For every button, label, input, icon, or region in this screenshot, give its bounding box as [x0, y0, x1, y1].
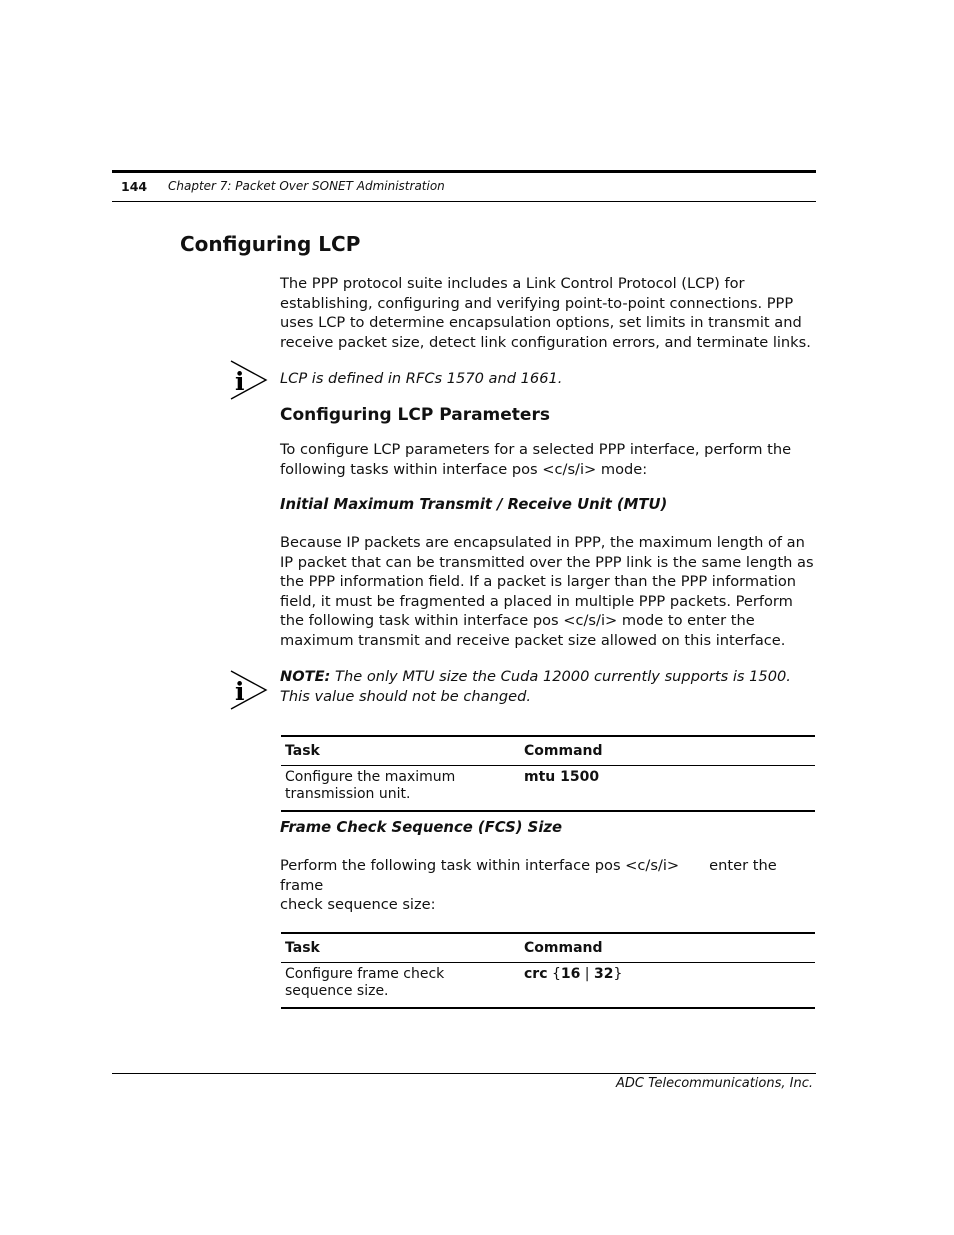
column-header-task: Task	[285, 743, 320, 759]
table-row	[281, 963, 815, 1009]
command-cell: mtu 1500	[524, 769, 600, 785]
info-icon	[230, 670, 268, 710]
cmd-option-16: 16	[560, 966, 581, 982]
header-bottom-rule	[112, 201, 816, 202]
fcs-title: Frame Check Sequence (FCS) Size	[280, 819, 563, 836]
header-top-rule	[112, 170, 816, 173]
chapter-title: Chapter 7: Packet Over SONET Administration	[168, 179, 445, 193]
table-header-row	[281, 933, 815, 963]
cmd-brace-close: }	[613, 966, 623, 982]
fcs-body-part3: check sequence size:	[280, 896, 436, 914]
table-header-row	[281, 736, 815, 766]
cmd-option-32: 32	[593, 966, 614, 982]
task-cell: Configure frame check sequence size.	[285, 966, 445, 999]
page-number: 144	[121, 179, 148, 194]
cmd-keyword: crc	[524, 966, 548, 982]
mtu-title: Initial Maximum Transmit / Receive Unit (MTU)	[280, 496, 668, 513]
footer-rule	[112, 1073, 816, 1074]
mtu-note	[280, 667, 815, 707]
svg-text:i: i	[235, 677, 245, 706]
column-header-task: Task	[285, 940, 320, 956]
fcs-body-part2: enter the frame	[280, 857, 777, 894]
subsection-intro: To configure LCP parameters for a selected PPP interface, perform the following tasks within interface pos <c/s/i> mode:	[280, 441, 792, 478]
fcs-task-table	[281, 932, 815, 1009]
subsection-title: Configuring LCP Parameters	[280, 405, 550, 425]
table-row	[281, 766, 815, 812]
fcs-body-part1: Perform the following task within interface pos <c/s/i>	[280, 857, 680, 874]
note-text: The only MTU size the Cuda 12000 currently supports is 1500. This value should not be changed.	[280, 668, 791, 705]
task-cell: Configure the maximum transmission unit.	[285, 769, 456, 802]
svg-text:i: i	[235, 367, 245, 396]
section-title: Configuring LCP	[180, 232, 361, 256]
section-intro: The PPP protocol suite includes a Link Control Protocol (LCP) for establishing, configuring and verifying point-to-point connections. PPP uses LCP to determine encapsulation options, set limits in transmit and receive packet size, detect link configuration errors, and terminate links.	[280, 275, 811, 351]
info-note: LCP is defined in RFCs 1570 and 1661.	[280, 370, 563, 387]
info-icon	[230, 360, 268, 400]
cmd-separator: |	[580, 966, 594, 982]
footer-company: ADC Telecommunications, Inc.	[616, 1076, 813, 1091]
note-label: NOTE:	[280, 668, 331, 685]
cmd-brace-open: {	[547, 966, 561, 982]
mtu-body: Because IP packets are encapsulated in PPP, the maximum length of an IP packet that can be transmitted over the PPP link is the same length as the PPP information field. If a packet is larger than the PPP information field, it must be fragmented a placed in multiple PPP packets. Perform the following task within interface pos <c/s/i> mode to enter the maximum transmit and receive packet size allowed on this interface.	[280, 534, 814, 649]
column-header-command: Command	[524, 940, 603, 956]
column-header-command: Command	[524, 743, 603, 759]
command-cell	[520, 963, 815, 1009]
fcs-body	[280, 856, 815, 915]
mtu-task-table	[281, 735, 815, 812]
